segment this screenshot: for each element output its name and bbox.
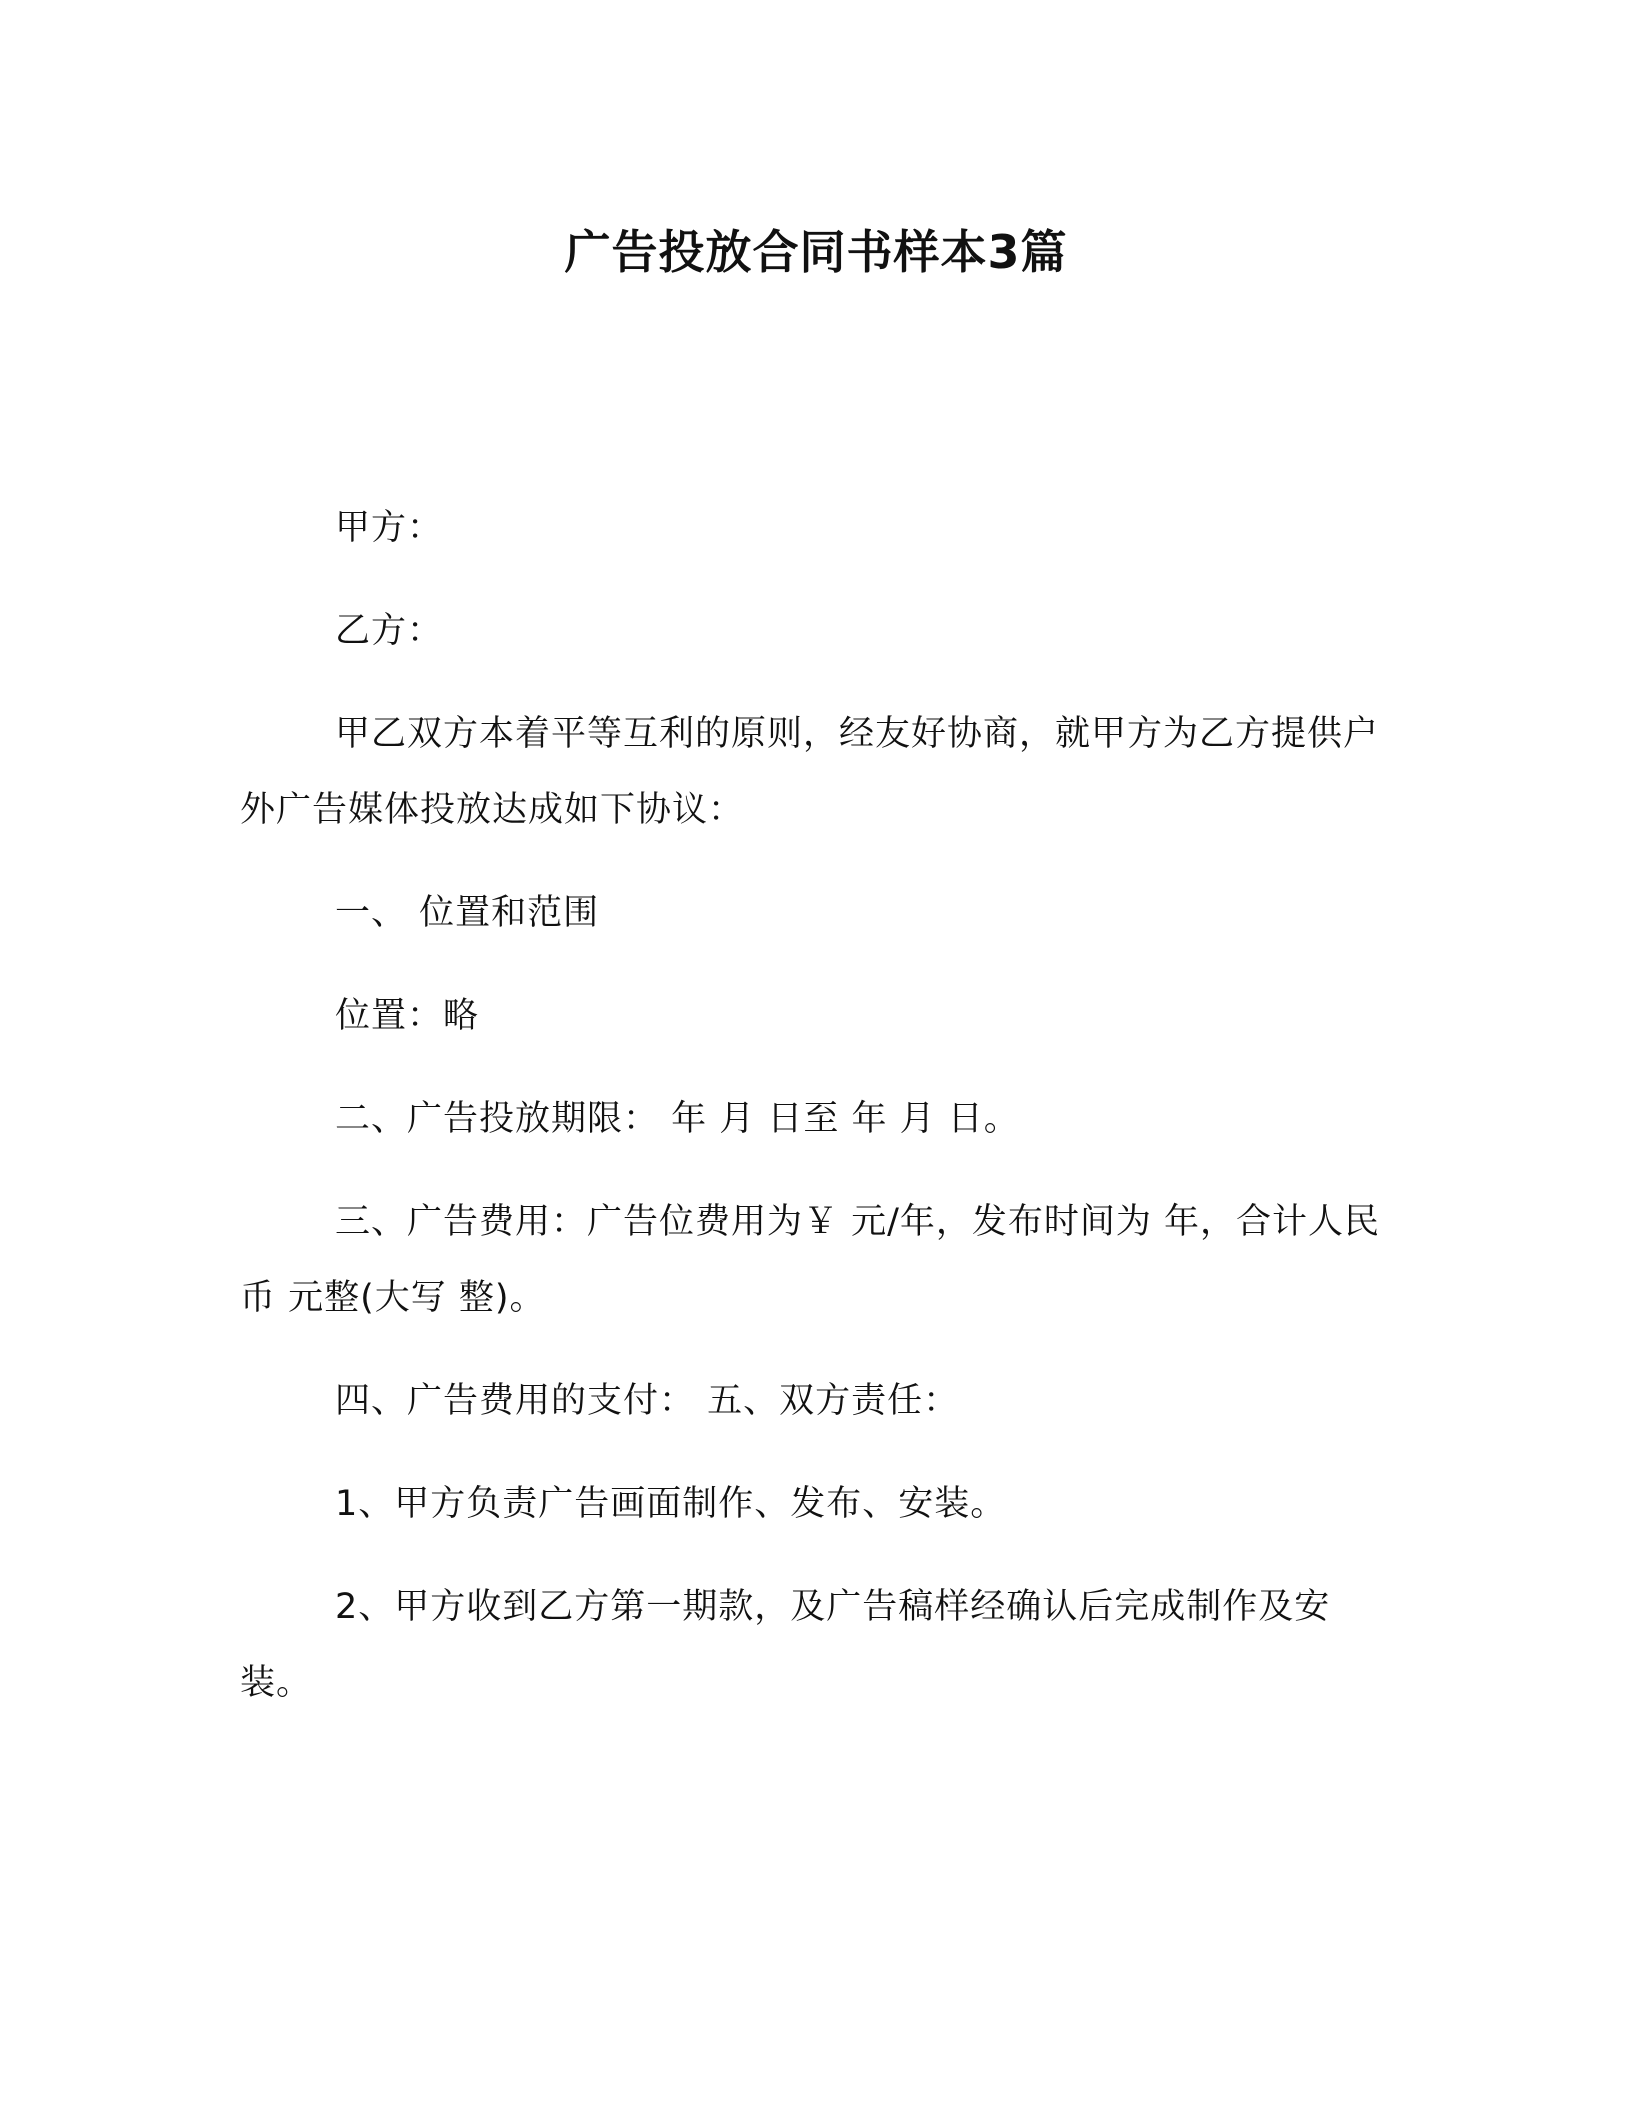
document-body [240,490,1392,1748]
section-1-heading: 一、 位置和范围 [335,893,600,933]
party-b-line: 乙方： [335,611,444,651]
document-title: 广告投放合同书样本3篇 [564,225,1068,279]
section-2-term: 二、广告投放期限： 年 月 日至 年 月 日。 [335,1099,1020,1139]
clause-1: 1、甲方负责广告画面制作、发布、安装。 [335,1484,1007,1524]
clause-2: 2、甲方收到乙方第一期款，及广告稿样经确认后完成制作及安装。 [240,1587,1331,1703]
section-3-fees: 三、广告费用：广告位费用为￥ 元/年，发布时间为 年，合计人民币 元整(大写 整)。 [240,1202,1381,1318]
section-4-5-payment-responsibility: 四、广告费用的支付： 五、双方责任： [335,1381,960,1421]
location-line: 位置：略 [335,996,480,1036]
preamble-paragraph: 甲乙双方本着平等互利的原则，经友好协商，就甲方为乙方提供户外广告媒体投放达成如下协议： [240,714,1380,830]
party-a-line: 甲方： [335,508,444,548]
